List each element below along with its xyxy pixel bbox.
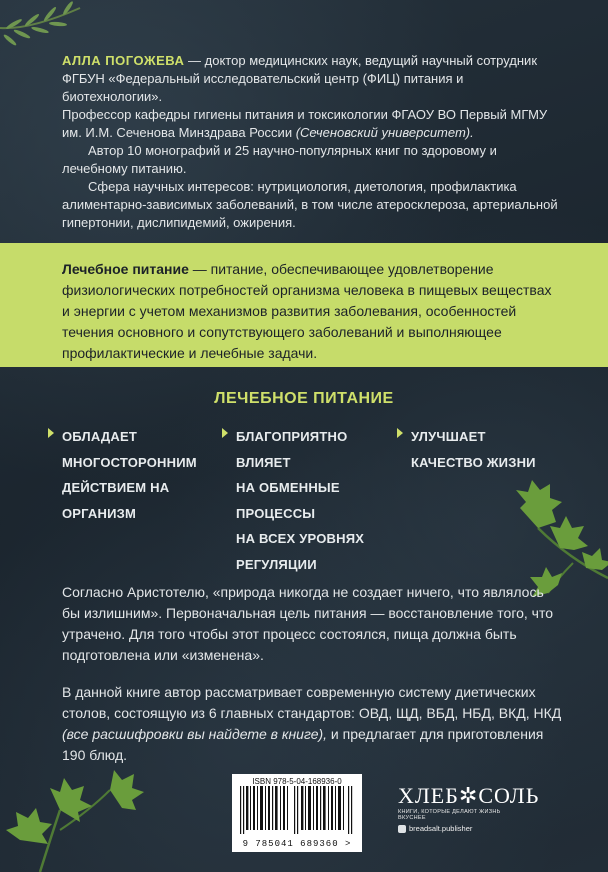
benefit-line: РЕГУЛЯЦИИ [236, 556, 317, 572]
benefit-item [222, 424, 364, 577]
definition-term: Лечебное питание [62, 261, 189, 277]
author-bio [62, 52, 562, 232]
summary-text: и предлагает для приготовления 190 блюд. [62, 726, 544, 763]
aristotle-paragraph: Согласно Аристотелю, «природа никогда не создает ничего, что являлось бы излишним». Первоначальная цель питания — восстановление того, что утрачено. Для того чтобы этот процесс состоялся, пища должна быть подготовлена или «изменена». [62, 584, 554, 663]
book-summary-paragraph [62, 682, 562, 766]
benefit-line: ОРГАНИЗМ [62, 505, 137, 521]
benefit-line: ПРОЦЕССЫ [236, 505, 316, 521]
publisher-tagline: КНИГИ, КОТОРЫЕ ДЕЛАЮТ ЖИЗНЬ ВКУСНЕЕ [398, 809, 501, 821]
benefit-line: НА ВСЕХ УРОВНЯХ [236, 531, 365, 546]
publisher-handle: breadsalt.publisher [409, 824, 473, 833]
author-name: АЛЛА ПОГОЖЕВА [62, 53, 185, 68]
author-bio-line: — доктор медицинских наук, ведущий научный сотрудник ФГБУН «Федеральный исследовательский центр (ФИЦ) питания и биотехнологии». [62, 53, 538, 104]
benefit-line: МНОГОСТОРОННИМ [62, 454, 197, 470]
benefit-line: БЛАГОПРИЯТНО [236, 429, 348, 444]
author-bio-line: Профессор кафедры гигиены питания и токсикологии ФГАОУ ВО Первый МГМУ им. И.М. Сеченова Минздрава России [62, 107, 548, 140]
publisher-block [398, 783, 540, 833]
benefit-line: НА ОБМЕННЫЕ [236, 480, 340, 495]
vk-icon [398, 825, 406, 833]
author-bio-line: Сфера научных интересов: нутрициология, диетология, профилактика алиментарно-зависимых заболеваний, в том числе атеросклероза, артериальной гипертонии, дислипидемий, ожирения. [62, 179, 558, 230]
arrow-right-icon [222, 428, 228, 438]
arrow-right-icon [48, 428, 54, 438]
benefit-line: ВЛИЯЕТ [236, 454, 291, 470]
benefit-item [397, 424, 536, 475]
isbn-label: ISBN 978-5-04-168936-0 [252, 777, 342, 786]
benefit-item [48, 424, 197, 526]
publisher-logo: ХЛЕБ✲СОЛЬ [398, 783, 540, 808]
barcode-bars [238, 786, 356, 834]
summary-text: В данной книге автор рассматривает современную систему диетических столов, состоящую из 6 главных стандартов: ОВД, ЩД, ВБД, НБД, ВКД, НКД [62, 684, 562, 721]
definition-body: — питание, обеспечивающее удовлетворение физиологических потребностей организма человека в пищевых веществах и энергии с учетом механизмов развития заболевания, особенностей течения основного и сопутствующего заболеваний и выполняющее профилактические и лечебные задачи. [62, 261, 552, 361]
author-bio-line: Автор 10 монографий и 25 научно-популярных книг по здоровому и лечебному питанию. [62, 143, 497, 176]
author-bio-line: (Сеченовский университет). [295, 125, 474, 140]
definition-text [62, 259, 562, 364]
section-title: ЛЕЧЕБНОЕ ПИТАНИЕ [214, 390, 394, 407]
barcode-digits: 9 785041 689360 > [242, 839, 352, 849]
summary-italic: (все расшифровки вы найдете в книге), [62, 726, 328, 742]
benefit-line: ДЕЙСТВИЕМ НА [62, 480, 170, 495]
publisher-social [398, 824, 514, 833]
barcode [232, 774, 362, 852]
arrow-right-icon [397, 428, 403, 438]
benefit-line: КАЧЕСТВО ЖИЗНИ [411, 454, 536, 470]
benefit-line: ОБЛАДАЕТ [62, 429, 137, 444]
benefit-line: УЛУЧШАЕТ [411, 429, 486, 444]
